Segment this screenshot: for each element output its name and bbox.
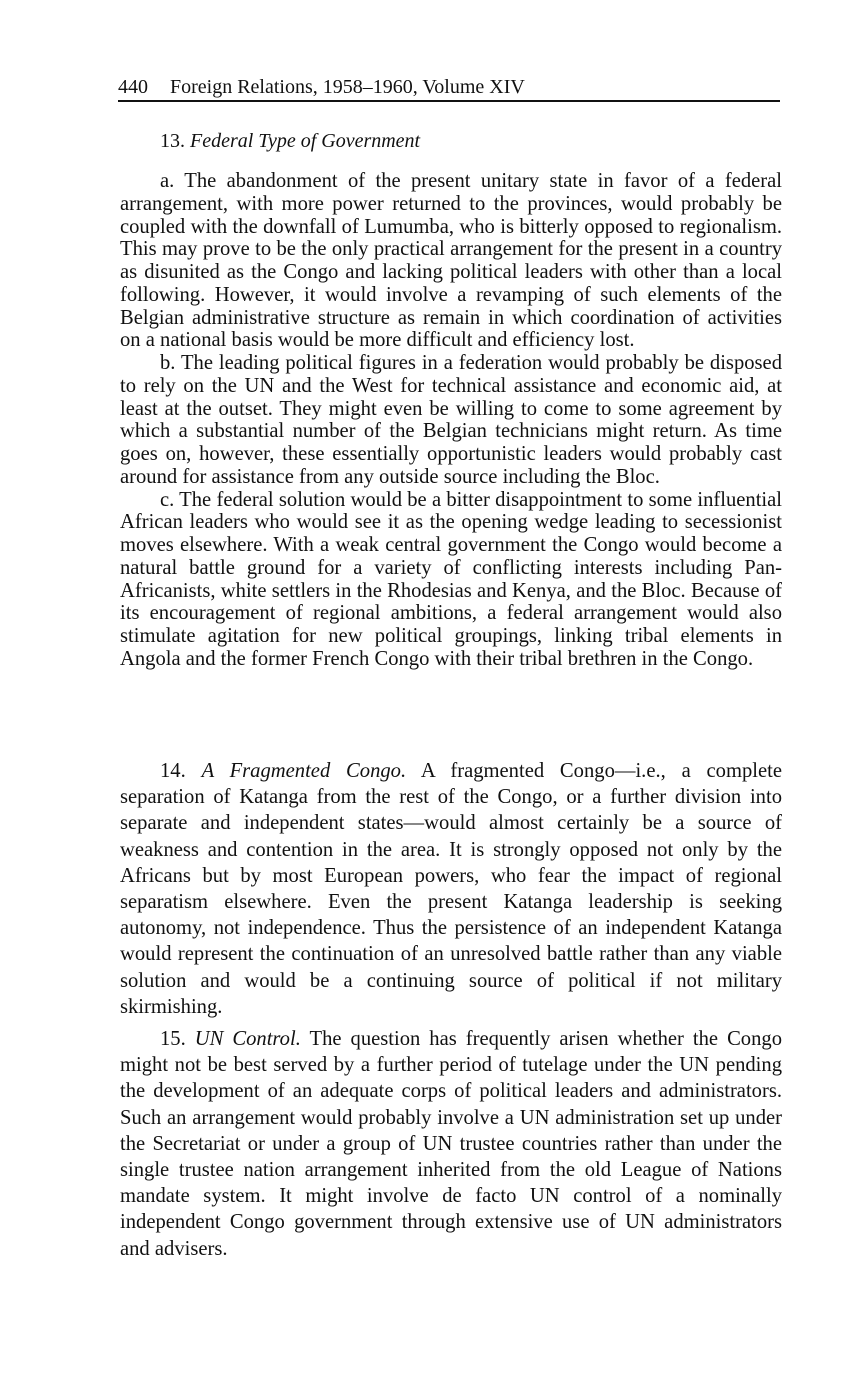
section-15-number: 15.	[160, 1028, 186, 1051]
running-head	[118, 74, 780, 102]
section-13-title: Federal Type of Government	[190, 130, 421, 152]
section-14-number: 14.	[160, 760, 186, 782]
section-14-title: A Fragmented Congo.	[201, 760, 407, 782]
section-13-number: 13.	[160, 130, 185, 152]
section-13-body	[120, 170, 782, 671]
section-14-text: A fragmented Congo—i.e., a complete separation of Katanga from the rest of the Congo, or a further division into separate and independent states—would almost certainly be a source of weakness and contention in the area. It is strongly opposed not only by the Africans but by most European powers, who fear the impact of regional separatism elsewhere. Even the present Katanga leadership is seeking autonomy, not independence. Thus the persistence of an independent Katanga would represent the continuation of an unresolved battle rather than any viable solution and would be a continuing source of political if not military skirmishing.	[120, 760, 783, 1018]
section-13-heading	[160, 129, 420, 153]
paragraph-13a: a. The abandonment of the present unitary state in favor of a federal arrangement, with more power returned to the provinces, would probably be coupled with the downfall of Lumumba, who is bitterly opposed to regionalism. This may prove to be the only practical arrangement for the present in a country as disunited as the Congo and lacking political leaders with other than a local following. However, it would involve a revamping of such elements of the Belgian administrative structure as remain in which coordination of activities on a national basis would be more difficult and efficiency lost.	[120, 170, 782, 352]
paragraph-14	[120, 758, 782, 1020]
page-number: 440	[118, 76, 148, 98]
paragraph-15	[120, 1026, 782, 1262]
paragraph-13b: b. The leading political figures in a federation would probably be disposed to rely on the UN and the West for technical assistance and economic aid, at least at the outset. They might even be willing to come to some agreement by which a substantial number of the Belgian technicians might return. As time goes on, however, these essentially opportunistic leaders would probably cast around for assistance from any outside source including the Bloc.	[120, 352, 782, 488]
section-15-text: The question has frequently arisen whether the Congo might not be best served by a further period of tutelage under the UN pending the development of an adequate corps of political leaders and administrators. Such an arrangement would probably involve a UN administration set up under the Secretariat or under a group of UN trustee countries rather than under the single trustee nation arrangement inherited from the old League of Nations mandate system. It might involve de facto UN control of a nominally independent Congo government through extensive use of UN administrators and advisers.	[120, 1028, 782, 1260]
paragraph-13c: c. The federal solution would be a bitter disappointment to some influential African leaders who would see it as the opening wedge leading to secessionist moves elsewhere. With a weak central government the Congo would become a natural battle ground for a variety of conflicting interests including Pan-Africanists, white settlers in the Rhodesias and Kenya, and the Bloc. Because of its encouragement of regional ambitions, a federal arrangement would also stimulate agitation for new political groupings, linking tribal elements in Angola and the former French Congo with their tribal brethren in the Congo.	[120, 488, 782, 670]
section-15-title: UN Control.	[194, 1028, 301, 1051]
publication-title: Foreign Relations, 1958–1960, Volume XIV	[170, 76, 525, 98]
sections-14-15-body	[120, 758, 782, 1262]
